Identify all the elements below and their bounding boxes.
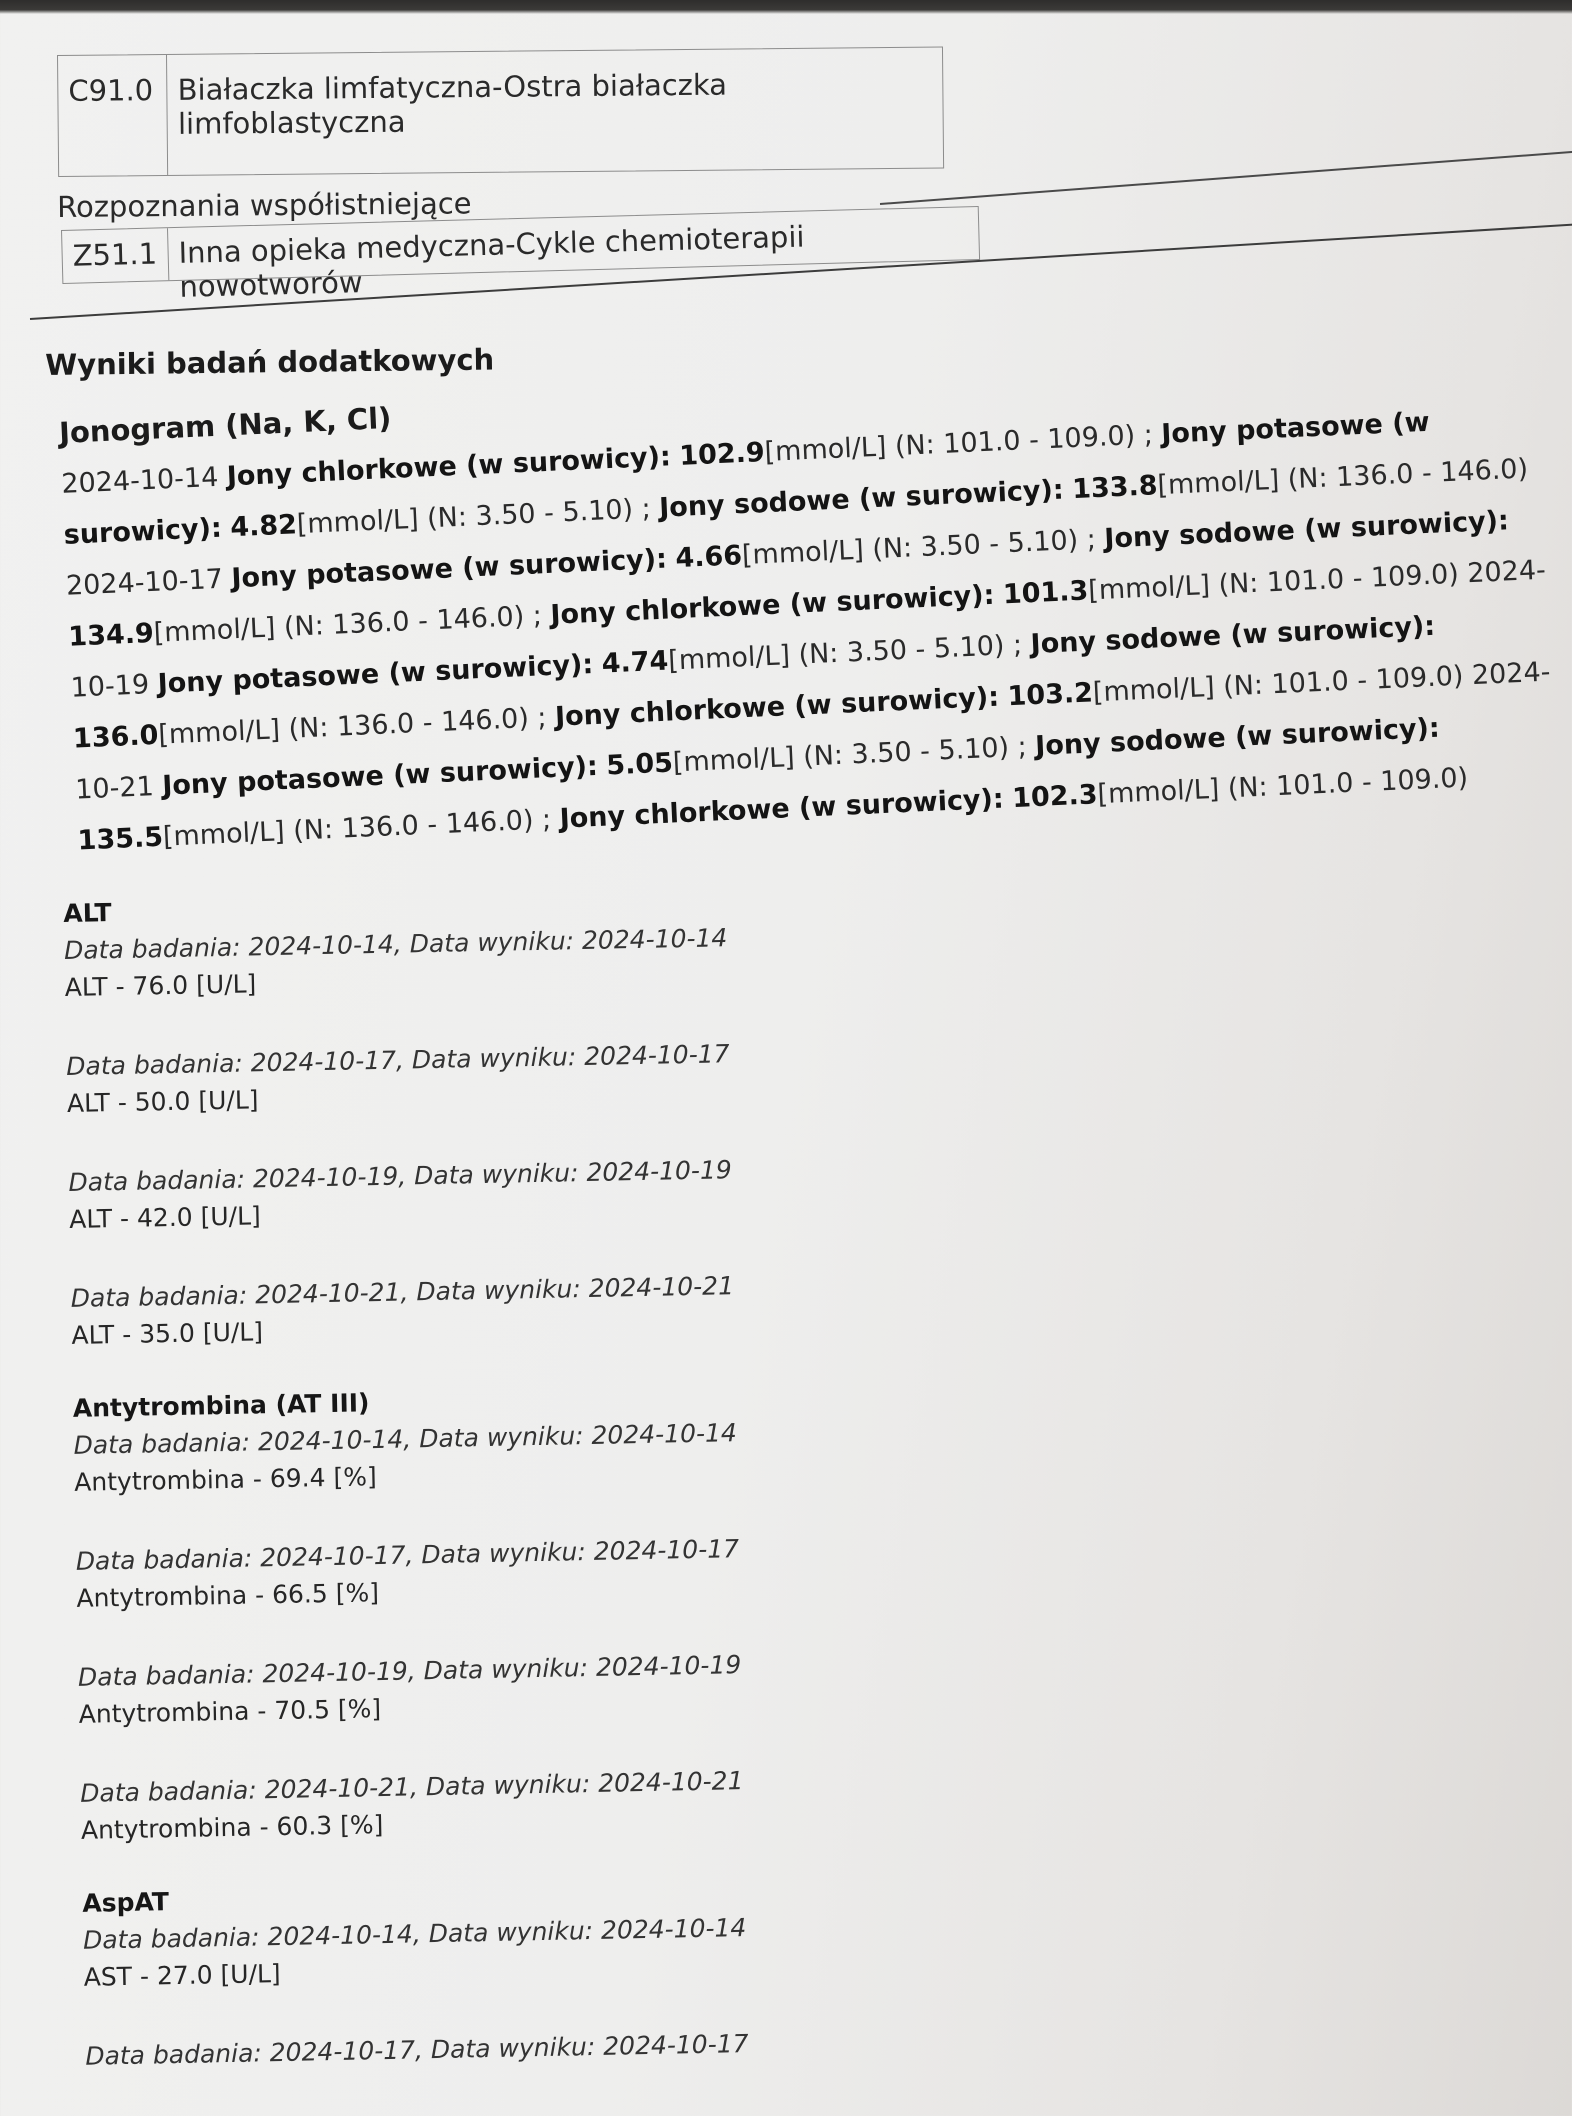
ion-label: Jony sodowe (w surowicy): [1029,610,1436,661]
test-value-line: Antytrombina - 66.5 [%] [76,1578,380,1613]
jonogram-title: Jonogram (Na, K, Cl) [58,400,393,450]
test-date-line: Data badania: 2024-10-14, Data wyniku: 2024-10-14 [73,1418,738,1460]
test-date-line: Data badania: 2024-10-21, Data wyniku: 2024-10-21 [70,1271,735,1313]
ion-value: 135.5 [76,821,164,857]
test-value-line: Antytrombina - 60.3 [%] [80,1810,384,1845]
ion-unit-range: [mmol/L] (N: 3.50 - 5.10) [672,732,1010,779]
coexisting-diagnoses-label: Rozpoznania współistniejące [57,186,472,224]
section-divider-upper [880,151,1572,205]
ion-unit-range: [mmol/L] (N: 101.0 - 109.0) [1092,660,1465,709]
ion-label: Jony chlorkowe (w surowicy): [549,579,996,631]
test-date-line: Data badania: 2024-10-21, Data wyniku: 2024-10-21 [79,1766,744,1808]
jonogram-results-text: 2024-10-14 Jony chlorkowe (w surowicy): 102.9[mmol/L] (N: 101.0 - 109.0) ; Jony potasowe (w surowicy): 4.82[mmol/L] (N: 3.50 - 5.10) ; Jony sodowe (w surowicy): 133.8[mmol/L] (N: 136.0 - 146.0) 2024-10-17 Jony potasowe (w surowicy): 4.66[mmol/L] (N: 3.50 - 5.10) ; Jony sodowe (w surowicy): 134.9[mmol/L] (N: 136.0 - 146.0) ; Jony chlorkowe (w surowicy): 101.3[mmol/L] (N: 101.0 - 109.0) 2024-10-19 Jony potasowe (w surowicy): 4.74[mmol/L] (N: 3.50 - 5.10) ; Jony sodowe (w surowicy): 136.0[mmol/L] (N: 136.0 - 146.0) ; Jony chlorkowe (w surowicy): 103.2[mmol/L] (N: 101.0 - 109.0) 2024-10-21 Jony potasowe (w surowicy): 5.05[mmol/L] (N: 3.50 - 5.10) ; Jony sodowe (w surowicy): 135.5[mmol/L] (N: 136.0 - 146.0) ; Jony chlorkowe (w surowicy): 102.3[mmol/L] (N: 101.0 - 109.0) [60,406,1552,857]
jonogram-date: 2024-10-17 [65,563,224,602]
main-diagnosis-box [57,46,944,176]
ion-label: Jony sodowe (w surowicy): [1034,712,1441,762]
ion-label: Jony sodowe (w surowicy): [1103,505,1510,555]
ion-value: 136.0 [72,719,160,755]
test-value-line: ALT - 50.0 [U/L] [66,1085,259,1118]
ion-value: 134.9 [67,617,155,653]
test-entry [66,1023,1367,1122]
ion-unit-range: [mmol/L] (N: 136.0 - 146.0) [1156,453,1529,502]
ion-unit-range: [mmol/L] (N: 3.50 - 5.10) [296,494,634,541]
ion-unit-range: [mmol/L] (N: 101.0 - 109.0) [763,420,1136,468]
test-name: Antytrombina (AT III) [72,1388,370,1423]
ion-unit-range: [mmol/L] (N: 101.0 - 109.0) [1096,762,1469,811]
ion-label: Jony chlorkowe (w surowicy): [554,681,1000,733]
ion-value: 4.74 [601,645,669,680]
test-value-line: AST - 27.0 [U/L] [83,1959,281,1992]
ion-value: 103.2 [1006,677,1094,713]
test-name: AspAT [82,1887,170,1918]
ion-unit-range: [mmol/L] (N: 136.0 - 146.0) [157,702,530,751]
ion-unit-range: [mmol/L] (N: 3.50 - 5.10) [741,524,1079,572]
ion-label: Jony potasowe (w surowicy): [161,750,599,802]
test-value-line: ALT - 35.0 [U/L] [71,1317,264,1350]
jonogram-date: 2024-10-19 [70,554,1547,704]
lab-tests-list [63,871,1386,2113]
coexisting-diagnosis-description: Inna opieka medyczna-Cykle chemioterapii nowotworów [178,219,805,304]
ion-label: Jony potasowe (w surowicy): [230,543,668,595]
test-group [63,871,1372,1354]
ion-value: 4.66 [674,540,743,575]
jonogram-date: 2024-10-21 [74,656,1552,806]
jonogram-date: 2024-10-14 [60,461,219,500]
additional-results-heading: Wyniki badań dodatkowych [45,342,495,382]
ion-label: Jony chlorkowe (w surowicy): [226,441,672,493]
main-diagnosis-code: C91.0 [58,55,168,176]
test-date-line: Data badania: 2024-10-19, Data wyniku: 2024-10-19 [68,1155,732,1197]
coexisting-diagnosis-code: Z51.1 [62,228,169,283]
test-value-line: ALT - 76.0 [U/L] [64,969,257,1002]
ion-value: 102.3 [1011,779,1099,815]
ion-value: 5.05 [605,747,674,782]
test-name: ALT [63,898,112,928]
ion-unit-range: [mmol/L] (N: 136.0 - 146.0) [153,601,525,649]
ion-label: Jony sodowe (w surowicy): [658,474,1065,524]
ion-unit-range: [mmol/L] (N: 3.50 - 5.10) [667,630,1006,677]
test-group [82,1861,1385,2076]
ion-value: 102.9 [678,437,766,472]
ion-label: Jony potasowe (w surowicy): [156,649,594,700]
test-date-line: Data badania: 2024-10-14, Data wyniku: 2024-10-14 [82,1913,747,1955]
test-date-line: Data badania: 2024-10-14, Data wyniku: 2024-10-14 [63,923,728,965]
ion-value: 4.82 [229,509,298,544]
test-date-line: Data badania: 2024-10-17, Data wyniku: 2024-10-17 [65,1039,730,1081]
test-entry [80,1750,1381,1849]
test-entry [70,1255,1371,1354]
test-date-line: Data badania: 2024-10-17, Data wyniku: 2024-10-17 [85,2029,749,2071]
test-date-line: Data badania: 2024-10-17, Data wyniku: 2024-10-17 [75,1534,740,1576]
ion-value: 133.8 [1071,470,1159,506]
test-value-line: ALT - 42.0 [U/L] [68,1201,262,1234]
test-entry [78,1634,1379,1733]
main-diagnosis-description: Białaczka limfatyczna-Ostra białaczka limfoblastyczna [177,67,728,141]
test-entry [85,2013,1385,2076]
test-group [73,1366,1382,1849]
test-entry [75,1518,1376,1617]
ion-unit-range: [mmol/L] (N: 101.0 - 109.0) [1087,558,1460,607]
ion-unit-range: [mmol/L] (N: 136.0 - 146.0) [162,804,535,853]
jonogram-section [58,341,1557,867]
test-date-line: Data badania: 2024-10-19, Data wyniku: 2024-10-19 [77,1650,742,1692]
ion-value: 101.3 [1002,575,1089,611]
ion-label: Jony potasowe (w surowicy): [63,406,1431,551]
test-entry [68,1139,1369,1238]
ion-label: Jony chlorkowe (w surowicy): [558,783,1005,835]
test-value-line: Antytrombina - 69.4 [%] [73,1462,377,1497]
test-value-line: Antytrombina - 70.5 [%] [78,1694,382,1729]
